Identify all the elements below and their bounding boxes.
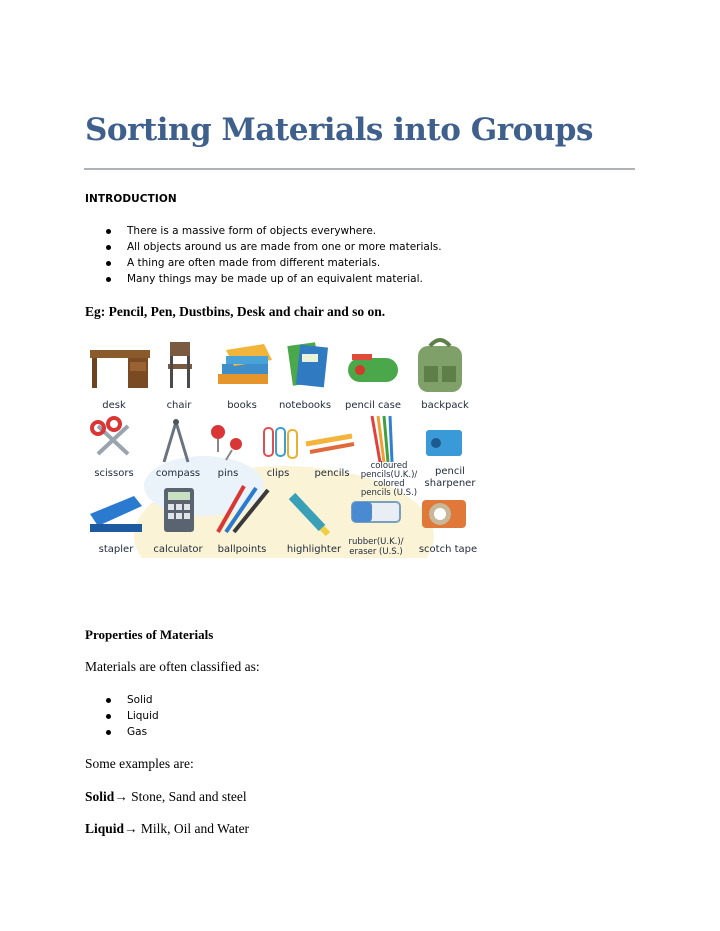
arrow-symbol: → <box>124 821 138 836</box>
pencils-icon <box>306 436 354 452</box>
label-books: books <box>227 400 257 411</box>
books-icon <box>218 344 272 384</box>
states-list <box>85 692 159 740</box>
scotch-tape-icon <box>422 500 466 528</box>
properties-heading: Properties of Materials <box>85 627 214 642</box>
solid-label: Solid <box>85 789 115 804</box>
label-desk: desk <box>102 400 126 411</box>
liquid-example <box>85 821 249 837</box>
liquid-text: Milk, Oil and Water <box>137 821 250 836</box>
label-clips: clips <box>266 468 290 479</box>
chair-icon <box>168 342 192 388</box>
label-notebooks: notebooks <box>278 400 332 411</box>
label-colored: colored <box>373 479 405 489</box>
liquid-label: Liquid <box>85 821 125 836</box>
label-pencil: pencil <box>435 466 465 477</box>
list-item: Solid <box>85 692 159 708</box>
arrow-symbol: → <box>114 789 128 804</box>
label-highlighter: highlighter <box>286 544 342 555</box>
label-rubber: rubber(U.K.)/ <box>348 537 404 547</box>
label-pins: pins <box>217 468 239 479</box>
clips-icon <box>264 428 297 458</box>
label-calculator: calculator <box>153 544 203 555</box>
label-scotch-tape: scotch tape <box>418 544 478 555</box>
label-coloured: coloured <box>370 461 408 471</box>
list-item: Liquid <box>85 708 159 724</box>
classified-text: Materials are often classified as: <box>85 659 260 674</box>
title-divider <box>84 168 635 170</box>
label-ballpoints: ballpoints <box>217 544 267 555</box>
list-item: A thing are often made from different materials. <box>85 255 442 271</box>
list-item: All objects around us are made from one or more materials. <box>85 239 442 255</box>
label-compass: compass <box>155 468 201 479</box>
solid-example <box>85 789 247 805</box>
scissors-icon <box>92 418 128 454</box>
introduction-list <box>85 223 442 287</box>
label-stapler: stapler <box>98 544 134 555</box>
label-eraser: eraser (U.S.) <box>349 547 403 557</box>
page-title: Sorting Materials into Groups <box>85 112 593 148</box>
eraser-icon <box>352 502 400 522</box>
introduction-heading: INTRODUCTION <box>85 193 177 205</box>
list-item: Gas <box>85 724 159 740</box>
pencil-case-icon <box>348 354 398 382</box>
label-pencil-case: pencil case <box>344 400 402 411</box>
desk-icon <box>90 350 150 388</box>
label-scissors: scissors <box>94 468 134 479</box>
label-sharpener: sharpener <box>424 478 476 489</box>
example-line: Eg: Pencil, Pen, Dustbins, Desk and chair and so on. <box>85 304 386 319</box>
school-supplies-illustration <box>84 336 482 558</box>
list-item: There is a massive form of objects everywhere. <box>85 223 442 239</box>
label-pencils-us: pencils (U.S.) <box>360 488 418 498</box>
examples-intro: Some examples are: <box>85 756 194 771</box>
stapler-icon <box>90 496 142 532</box>
pins-icon <box>211 425 242 460</box>
solid-text: Stone, Sand and steel <box>127 789 247 804</box>
pencil-sharpener-icon <box>426 430 462 456</box>
label-pencils-uk: pencils(U.K.)/ <box>360 470 418 480</box>
backpack-icon <box>418 340 462 392</box>
label-pencils: pencils <box>314 468 350 479</box>
label-backpack: backpack <box>421 400 469 411</box>
list-item: Many things may be made up of an equivalent material. <box>85 271 442 287</box>
calculator-icon <box>164 488 194 532</box>
notebooks-icon <box>287 342 328 387</box>
compass-icon <box>164 419 188 462</box>
label-chair: chair <box>166 400 192 411</box>
coloured-pencils-icon <box>372 416 392 462</box>
